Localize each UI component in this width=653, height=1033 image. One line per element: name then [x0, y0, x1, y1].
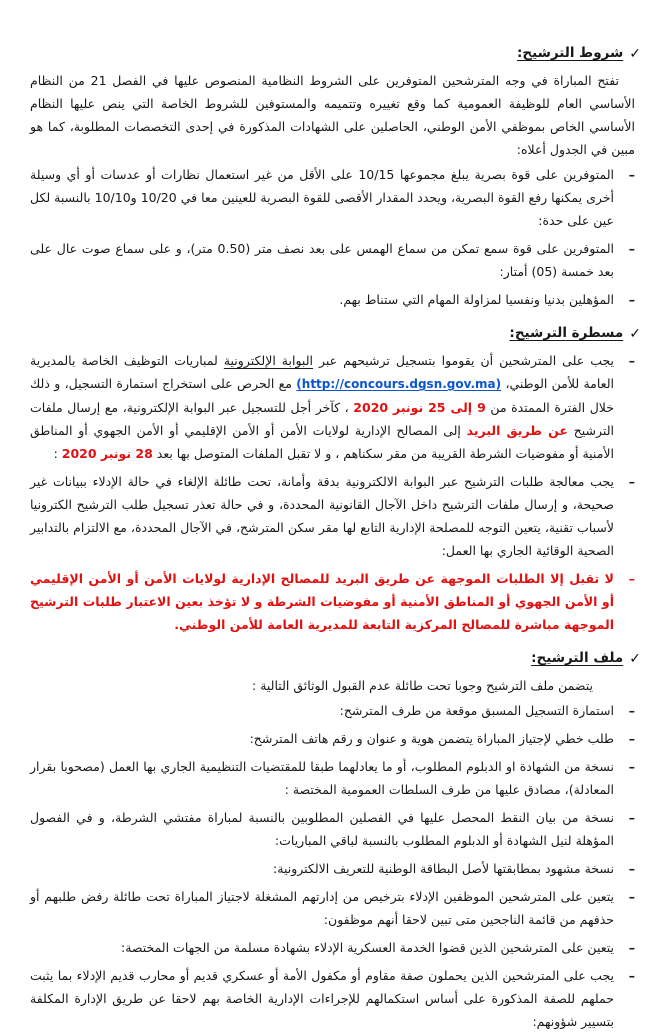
procedure-text-6: :: [53, 446, 62, 461]
procedure-text-5: إلى المصالح الإدارية لولايات الأمن أو الأمن الإقليمي أو الأمن الجهوي أو المناطق الأمنية أو مفوضيات الشرطة القريبة من مقر سكناهم ، و لا تقبل الملفات المتوصل بها بعد: [30, 423, 614, 461]
condition-text: المؤهلين بدنيا ونفسيا لمزاولة المهام التي ستناط بهم.: [339, 292, 614, 307]
file-item-registration-form: [30, 699, 635, 722]
dash-bullet: –: [628, 474, 635, 489]
procedure-title: مسطرة الترشيح:: [509, 325, 624, 341]
dash-bullet: –: [628, 167, 635, 182]
file-item-text: طلب خطي لإجتياز المباراة يتضمن هوية و عنوان و رقم هاتف المترشح:: [249, 731, 614, 746]
procedure-item-accuracy: [30, 470, 635, 562]
file-item-text: يتعين على المترشحين الموظفين الإدلاء بترخيص من إدارتهم المشغلة لاجتياز المباراة تحت طائلة رفض طلبهم أو حذفهم من قائمة الناجحين متى تبين لاحقا أنهم موظفون:: [30, 889, 614, 927]
procedure-text: يجب معالجة طلبات الترشيح عبر البوابة الالكترونية بدقة وأمانة، تحت طائلة الإلغاء في حالة الإدلاء ببيانات غير صحيحة، و إرسال ملفات الترشيح داخل الآجال القانونية المحددة، و في حالة تعذر تسجيل طلب الترشيح الكترونيا لأسباب تقنية، يتعين التوجه للمصلحة الإدارية التابع لها مقر سكن المترشح، في الآجال المحددة، مع الالتزام بالتدابير الصحية الوقائية الجاري بها العمل:: [30, 474, 614, 558]
file-item-text: نسخة من الشهادة او الدبلوم المطلوب، أو ما يعادلهما طبقا للمقتضيات التنظيمية الجاري بها العمل (مصحوبا بقرار المعادلة)، مصادق عليها من طرف السلطات العمومية المختصة :: [30, 759, 614, 797]
registration-period-highlight: 9 إلى 25 نونبر 2020: [353, 400, 486, 415]
file-item-text: استمارة التسجيل المسبق موقعة من طرف المترشح:: [339, 703, 614, 718]
file-item-military-service-certificate: [30, 936, 635, 959]
dash-bullet: –: [628, 241, 635, 256]
conditions-list: [30, 163, 635, 311]
postal-mail-highlight: عن طريق البريد: [466, 423, 568, 438]
file-documents-list: [30, 699, 635, 1033]
dash-bullet: –: [628, 731, 635, 746]
dash-bullet: –: [628, 759, 635, 774]
file-item-veteran-status-proof: [30, 964, 635, 1033]
dash-bullet: –: [628, 861, 635, 876]
deadline-highlight: 28 نونبر 2020: [61, 446, 153, 461]
dash-bullet: –: [628, 968, 635, 983]
checkmark-icon: ✓: [629, 326, 641, 342]
conditions-title: شروط الترشيح:: [516, 45, 624, 61]
procedure-text-2: لمباريات التوظيف الخاصة بالمديرية العامة للأمن الوطني،: [30, 353, 614, 391]
dash-bullet: –: [628, 292, 635, 307]
warning-text: لا تقبل إلا الطلبات الموجهة عن طريق البريد للمصالح الإدارية لولايات الأمن أو الأمن الإقليمي أو الأمن الجهوي أو المناطق الأمنية أو مفوضيات الشرطة و لا تؤخذ بعين الاعتبار طلبات الترشيح الموجهة مباشرة للمصالح المركزية التابعة للمديرية العامة للأمن الوطني.: [30, 571, 614, 632]
conditions-heading: [30, 42, 641, 65]
dash-bullet: –: [628, 353, 635, 368]
file-item-employer-authorization: [30, 885, 635, 931]
dash-bullet: –: [628, 703, 635, 718]
file-item-written-request: [30, 727, 635, 750]
concours-portal-link[interactable]: (http://concours.dgsn.gov.ma): [296, 377, 502, 391]
procedure-text-1: يجب على المترشحين أن يقوموا بتسجيل ترشيحهم عبر: [312, 353, 615, 368]
file-item-text: نسخة مشهود بمطابقتها لأصل البطاقة الوطنية للتعريف الالكترونية:: [273, 861, 614, 876]
portal-emphasis: البوابة الإلكترونية: [223, 353, 313, 368]
procedure-heading: [30, 322, 641, 345]
dash-bullet: –: [628, 940, 635, 955]
file-item-text: يتعين على المترشحين الذين قضوا الخدمة العسكرية الإدلاء بشهادة مسلمة من الجهات المختصة:: [120, 940, 614, 955]
procedure-list: [30, 349, 635, 636]
file-heading: [30, 647, 641, 670]
dash-bullet: –: [628, 810, 635, 825]
conditions-intro: تفتح المباراة في وجه المترشحين المتوفرين على الشروط النظامية المنصوص عليها في الفصل 21 من النظام الأساسي العام للوظيفة العمومية كما وقع تغييره وتتميمه والمستوفين للشروط الخاصة التي ينص عليها النظام الأساسي الخاص بموظفي الأمن الوطني، الحاصلين على الشهادات المذكورة في إحدى التخصصات المطلوبة، كما هو مبين في الجدول أعلاه:: [30, 73, 635, 157]
condition-text: المتوفرين على قوة بصرية يبلغ مجموعها 10/15 على الأقل من غير استعمال نظارات أو عدسات أو أي وسيلة أخرى يمكنها رفع القوة البصرية، ويحدد المقدار الأقصى للقوة البصرية للعينين معا في 10/20 و10/10 بالنسبة لكل عين على حدة:: [30, 167, 615, 228]
procedure-text-3: مع الحرص على استخراج استمارة التسجيل، و ذلك خلال الفترة الممتدة من: [30, 376, 614, 415]
file-title: ملف الترشيح:: [531, 650, 624, 666]
dash-bullet: –: [628, 571, 635, 586]
file-intro: يتضمن ملف الترشيح وجوبا تحت طائلة عدم القبول الوثائق التالية :: [252, 678, 593, 693]
file-item-text: يجب على المترشحين الذين يحملون صفة مقاوم أو مكفول الأمة أو عسكري قديم أو محارب قديم الإدلاء بما يثبت حملهم للصفة المذكورة على أساس استكمالهم للإجراءات الإدارية الخاصة بهم لاحقا عن طريق الإدارة المكلفة بتسيير شؤونهم:: [30, 968, 614, 1029]
procedure-text-4: ، كآخر أجل للتسجيل عبر البوابة الإلكترونية، مع إرسال ملفات الترشيح: [30, 400, 614, 438]
condition-item-hearing: [30, 237, 635, 283]
procedure-item-postal-only-warning: [30, 567, 635, 636]
file-item-id-card-copy: [30, 857, 635, 880]
checkmark-icon: ✓: [629, 46, 641, 62]
condition-item-fitness: [30, 288, 635, 311]
file-item-text: نسخة من بيان النقط المحصل عليها في الفصلين المطلوبين بالنسبة لمباراة مفتشي الشرطة، و في الفصول المؤهلة لنيل الشهادة أو الدبلوم المطلوب بالنسبة لباقي المباريات:: [30, 810, 614, 848]
file-item-diploma-copy: [30, 755, 635, 801]
file-item-grades-statement: [30, 806, 635, 852]
dash-bullet: –: [628, 889, 635, 904]
checkmark-icon: ✓: [629, 651, 641, 667]
condition-item-vision: [30, 163, 635, 232]
condition-text: المتوفرين على قوة سمع تمكن من سماع الهمس على بعد نصف متر (0.50 متر)، و على سماع صوت عال على بعد خمسة (05) أمتار:: [30, 241, 614, 279]
procedure-item-registration: [30, 349, 635, 465]
